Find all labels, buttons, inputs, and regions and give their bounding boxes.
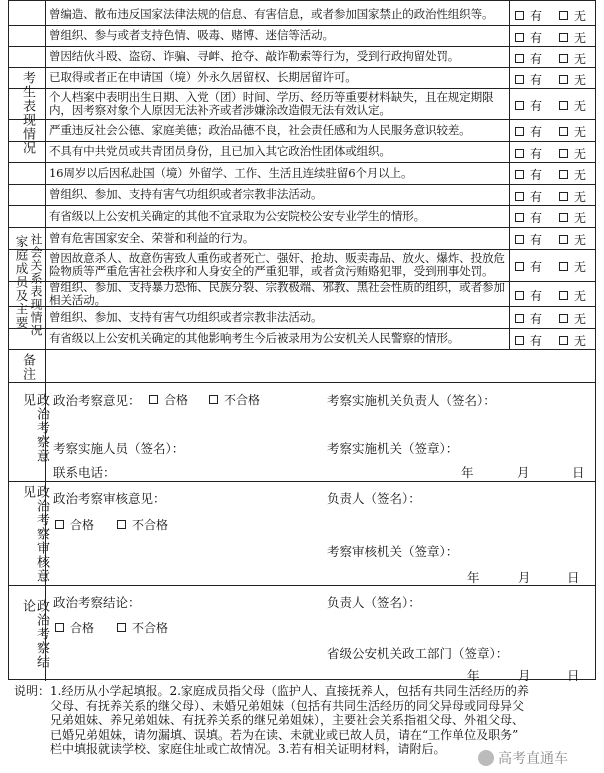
no-label: 无: [574, 125, 587, 139]
no-option[interactable]: [559, 166, 586, 183]
yes-checkbox[interactable]: [515, 262, 524, 271]
family-row: 曾有危害国家安全、荣誉和利益的行为。: [49, 230, 255, 245]
yes-option[interactable]: [515, 258, 542, 275]
footnote-line: 说明：1.经历从小学起填报。2.家庭成员指父母（监护人、直接抚养人，包括有共同生活经历的养: [14, 684, 529, 698]
yes-checkbox[interactable]: [515, 192, 524, 201]
yes-label: 有: [530, 233, 543, 247]
yes-checkbox[interactable]: [515, 54, 524, 63]
no-label: 无: [574, 312, 587, 326]
family-section-label-right: 社会关系表现情况: [29, 233, 43, 337]
no-checkbox[interactable]: [559, 127, 568, 136]
candidate-row: 个人档案中表明出生日期、入党（团）时间、学历、经历等重要材料缺失，且在规定期限内，因考察对象个人原因无法补齐或者涉嫌涂改造假无法有效认定。: [49, 89, 494, 117]
no-option[interactable]: [559, 97, 586, 114]
political-review-form: [8, 0, 596, 683]
footnote-line: 兄弟姐妹、养兄弟姐妹、有抚养关系的继兄弟姐妹），主要社会关系指祖父母、外祖父母、: [50, 713, 525, 728]
section-divider: [9, 585, 595, 586]
review-month: 月: [518, 570, 531, 585]
no-checkbox[interactable]: [559, 101, 568, 110]
no-option[interactable]: [559, 287, 586, 304]
yes-option[interactable]: [515, 97, 542, 114]
conclusion-month: 月: [518, 668, 531, 683]
review-section-label: 政治考察审核意见: [20, 485, 49, 583]
no-option[interactable]: [559, 258, 586, 275]
family-row: 曾组织、参加、支持有害气功组织或者宗教非法活动。: [49, 309, 323, 324]
candidate-row: 曾因结伙斗殴、盗窃、诈骗、寻衅、抢夺、敲诈勒索等行为，受到行政拘留处罚。: [49, 49, 460, 63]
yes-option[interactable]: [515, 71, 542, 88]
no-label: 无: [574, 72, 587, 87]
option-column-divider: [509, 1, 510, 349]
yes-checkbox[interactable]: [515, 291, 524, 300]
review-org-seal: 考察审核机关（签章）：: [327, 544, 459, 559]
review-head-sign: 负责人（签名）：: [327, 491, 421, 506]
no-checkbox[interactable]: [559, 149, 568, 158]
conclusion-year: 年: [467, 668, 480, 683]
yes-option[interactable]: [515, 145, 542, 162]
fail-label: 不合格: [224, 393, 261, 407]
yes-label: 有: [530, 30, 543, 45]
opinion-pass-option[interactable]: [149, 391, 188, 408]
candidate-section-label: 考生表现情况: [20, 71, 35, 155]
yes-label: 有: [530, 9, 543, 23]
no-option[interactable]: [559, 50, 586, 67]
no-checkbox[interactable]: [559, 54, 568, 63]
conclusion-text: 政治考察结论：: [53, 595, 141, 610]
conclusion-day: 日: [567, 668, 580, 683]
no-label: 无: [574, 211, 587, 225]
yes-checkbox[interactable]: [515, 75, 524, 84]
no-option[interactable]: [559, 7, 586, 24]
no-checkbox[interactable]: [559, 11, 568, 20]
yes-checkbox[interactable]: [515, 11, 524, 20]
conclusion-head-sign: 负责人（签名）：: [327, 595, 421, 610]
pass-label: 合格: [70, 621, 95, 635]
conclusion-fail-option[interactable]: [117, 619, 168, 636]
no-label: 无: [574, 51, 587, 66]
candidate-row: 曾组织、参与或者支持色情、吸毒、赌博、迷信等活动。: [49, 28, 334, 42]
yes-checkbox[interactable]: [515, 127, 524, 136]
conclusion-pass-option[interactable]: [55, 619, 94, 636]
no-option[interactable]: [559, 29, 586, 46]
yes-option[interactable]: [515, 166, 542, 183]
candidate-row: 16周岁以后因私赴国（境）外留学、工作、生活且连续驻留6个月以上。: [49, 165, 413, 180]
opinion-text: 政治考察意见：: [53, 393, 141, 408]
candidate-row: 严重违反社会公德、家庭美德；政治品德不良，社会责任感和为人民服务意识较差。: [49, 122, 471, 137]
yes-label: 有: [530, 125, 543, 139]
section-divider: [9, 382, 595, 383]
opinion-day: 日: [572, 465, 585, 480]
yes-checkbox[interactable]: [515, 213, 524, 222]
yes-option[interactable]: [515, 188, 542, 205]
footnote-line: 已婚兄弟姐妹，请勿漏填、误填。若为在读、未就业或已故人员，请在“工作单位及职务”: [50, 727, 519, 742]
section-divider: [9, 349, 595, 350]
yes-checkbox[interactable]: [515, 101, 524, 110]
yes-option[interactable]: [515, 310, 542, 327]
fail-label: 不合格: [132, 518, 169, 532]
no-option[interactable]: [559, 231, 586, 248]
yes-checkbox[interactable]: [515, 235, 524, 244]
yes-option[interactable]: [515, 50, 542, 67]
opinion-fail-option[interactable]: [209, 391, 260, 408]
yes-checkbox[interactable]: [515, 149, 524, 158]
yes-label: 有: [530, 51, 543, 66]
opinion-month: 月: [517, 465, 530, 480]
yes-option[interactable]: [515, 332, 542, 349]
family-row: 曾组织、参加、支持暴力恐怖、民族分裂、宗教极端、邪教、黑社会性质的组织，或者参加相关活动。: [49, 279, 505, 307]
review-fail-option[interactable]: [117, 516, 168, 533]
candidate-row: 曾组织、参加、支持有害气功组织或者宗教非法活动。: [49, 187, 323, 201]
conclusion-section-label: 政治考察结论: [20, 599, 49, 669]
yes-option[interactable]: [515, 123, 542, 140]
candidate-row: 曾编造、散布违反国家法律法规的信息、有害信息，或者参加国家禁止的政治性组织等。: [49, 6, 494, 21]
no-checkbox[interactable]: [559, 291, 568, 300]
yes-option[interactable]: [515, 7, 542, 24]
pass-label: 合格: [164, 393, 189, 407]
opinion-org-seal: 考察实施机关（签章）：: [327, 441, 459, 456]
footnote-line: 栏中填报就读学校、家庭住址或亡故情况。3.若有相关证明材料，请附后。: [50, 742, 446, 757]
review-year: 年: [467, 570, 480, 585]
yes-label: 有: [530, 146, 543, 161]
yes-label: 有: [530, 98, 543, 113]
yes-label: 有: [530, 211, 543, 225]
conclusion-org-seal: 省级公安机关政工部门（签章）：: [327, 646, 509, 661]
yes-option[interactable]: [515, 209, 542, 226]
no-option[interactable]: [559, 71, 586, 88]
yes-label: 有: [530, 72, 543, 87]
fail-checkbox[interactable]: [209, 395, 218, 404]
no-checkbox[interactable]: [559, 192, 568, 201]
no-checkbox[interactable]: [559, 213, 568, 222]
remarks-label: 备注: [20, 353, 35, 381]
review-day: 日: [567, 570, 580, 585]
fail-label: 不合格: [132, 621, 169, 635]
yes-label: 有: [530, 189, 543, 204]
no-checkbox[interactable]: [559, 33, 568, 42]
footnote: [14, 684, 594, 757]
opinion-head-sign: 考察实施机关负责人（签名）：: [327, 393, 496, 408]
pass-checkbox[interactable]: [55, 623, 64, 632]
no-checkbox[interactable]: [559, 170, 568, 179]
opinion-staff-sign: 考察实施人员（签名）：: [53, 441, 185, 456]
section-divider: [9, 481, 595, 482]
pass-checkbox[interactable]: [55, 520, 64, 529]
watermark: [478, 748, 568, 768]
yes-label: 有: [530, 168, 543, 182]
yes-label: 有: [530, 260, 543, 274]
no-label: 无: [574, 146, 587, 161]
yes-label: 有: [530, 333, 543, 348]
no-label: 无: [574, 9, 587, 23]
yes-checkbox[interactable]: [515, 314, 524, 323]
no-label: 无: [574, 260, 587, 274]
no-checkbox[interactable]: [559, 262, 568, 271]
family-section-label-left: 家庭成员及主要: [14, 235, 29, 330]
opinion-phone: 联系电话：: [53, 465, 116, 480]
no-option[interactable]: [559, 145, 586, 162]
no-checkbox[interactable]: [559, 235, 568, 244]
yes-option[interactable]: [515, 231, 542, 248]
yes-label: 有: [530, 312, 543, 326]
no-label: 无: [574, 98, 587, 113]
footnote-line: 父母、有抚养关系的继父母）、未婚兄弟姐妹（包括有共同生活经历的同父异母或同母异父: [50, 698, 525, 713]
watermark-logo-icon: [478, 750, 494, 766]
no-option[interactable]: [559, 310, 586, 327]
review-text: 政治考察审核意见：: [53, 491, 166, 506]
candidate-row: 已取得或者正在申请国（境）外永久居留权、长期居留许可。: [49, 70, 357, 84]
yes-option[interactable]: [515, 287, 542, 304]
yes-checkbox[interactable]: [515, 170, 524, 179]
no-label: 无: [574, 333, 587, 348]
watermark-text: 高考直通车: [498, 751, 568, 767]
opinion-year: 年: [461, 465, 474, 480]
no-label: 无: [574, 288, 587, 303]
family-row: 曾因故意杀人、故意伤害致人重伤或者死亡、强奸、抢劫、贩卖毒品、放火、爆炸、投放危险物质等严重危害社会秩序和人身安全的严重犯罪，或者贪污贿赂犯罪，受到刑事处罚。: [49, 251, 505, 278]
no-checkbox[interactable]: [559, 314, 568, 323]
yes-checkbox[interactable]: [515, 33, 524, 42]
no-label: 无: [574, 30, 587, 45]
no-checkbox[interactable]: [559, 75, 568, 84]
opinion-section-label: 政治考察意见: [20, 393, 49, 463]
pass-checkbox[interactable]: [149, 395, 158, 404]
no-option[interactable]: [559, 332, 586, 349]
yes-option[interactable]: [515, 29, 542, 46]
fail-checkbox[interactable]: [117, 623, 126, 632]
no-option[interactable]: [559, 123, 586, 140]
no-option[interactable]: [559, 209, 586, 226]
no-label: 无: [574, 233, 587, 247]
fail-checkbox[interactable]: [117, 520, 126, 529]
family-row: 有省级以上公安机关确定的其他影响考生今后被录用为公安机关人民警察的情形。: [49, 331, 460, 345]
no-checkbox[interactable]: [559, 336, 568, 345]
yes-checkbox[interactable]: [515, 336, 524, 345]
candidate-row: 不具有中共党员或共青团员身份，且已加入其它政治性团体或组织。: [49, 144, 391, 158]
no-option[interactable]: [559, 188, 586, 205]
no-label: 无: [574, 189, 587, 204]
pass-label: 合格: [70, 518, 95, 532]
no-label: 无: [574, 168, 587, 182]
review-pass-option[interactable]: [55, 516, 94, 533]
yes-label: 有: [530, 288, 543, 303]
candidate-row: 有省级以上公安机关确定的其他不宜录取为公安院校公安专业学生的情形。: [49, 208, 425, 223]
